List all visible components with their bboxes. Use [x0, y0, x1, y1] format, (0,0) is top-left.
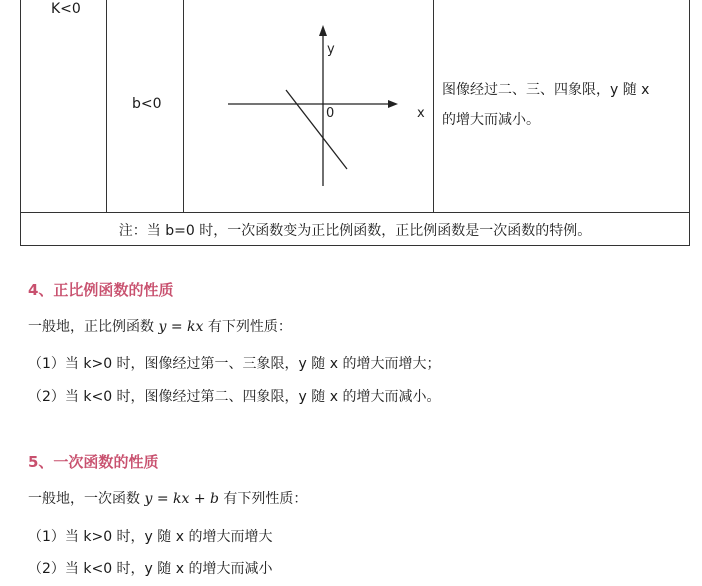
- section5-item-2: （2）当 k<0 时，y 随 x 的增大而减小: [28, 561, 273, 577]
- section4-intro-prefix: 一般地，正比例函数: [28, 319, 159, 335]
- section5-intro-suffix: 有下列性质：: [218, 491, 308, 507]
- description-line-2: 的增大而减小。: [442, 112, 540, 128]
- function-graph: [184, 0, 435, 213]
- section5-formula: y = kx + b: [144, 491, 219, 507]
- b-condition: b<0: [132, 96, 162, 112]
- section5-item-1: （1）当 k>0 时，y 随 x 的增大而增大: [28, 529, 273, 545]
- section4-item-2: （2）当 k<0 时，图像经过第二、四象限，y 随 x 的增大而减小。: [28, 389, 441, 405]
- property-table: [20, 0, 690, 246]
- description-line-1: 图像经过二、三、四象限，y 随 x: [442, 82, 650, 98]
- x-axis-label: x: [417, 106, 425, 121]
- function-line: [286, 90, 347, 169]
- note-row: [20, 212, 690, 246]
- section4-intro: [28, 316, 292, 336]
- section4-formula: y = kx: [158, 319, 204, 335]
- section4-intro-suffix: 有下列性质：: [203, 319, 292, 335]
- note-text: 注：当 b=0 时，一次函数变为正比例函数，正比例函数是一次函数的特例。: [118, 223, 592, 239]
- graph-cell: [183, 0, 434, 213]
- y-axis-arrow: [319, 25, 327, 36]
- y-axis-label: y: [327, 42, 335, 57]
- x-axis-arrow: [388, 100, 398, 108]
- description-cell: [433, 0, 690, 213]
- section5-intro: [28, 488, 307, 508]
- section5-intro-prefix: 一般地，一次函数: [28, 491, 145, 507]
- description-text: [442, 75, 686, 135]
- section5-heading: 5、一次函数的性质: [28, 453, 159, 471]
- k-cell: [20, 0, 107, 213]
- section4-item-1: （1）当 k>0 时，图像经过第一、三象限，y 随 x 的增大而增大；: [28, 356, 441, 372]
- k-condition: K<0: [51, 1, 81, 17]
- section4-heading: 4、正比例函数的性质: [28, 281, 174, 299]
- b-cell: [106, 0, 184, 213]
- origin-label: 0: [326, 106, 335, 121]
